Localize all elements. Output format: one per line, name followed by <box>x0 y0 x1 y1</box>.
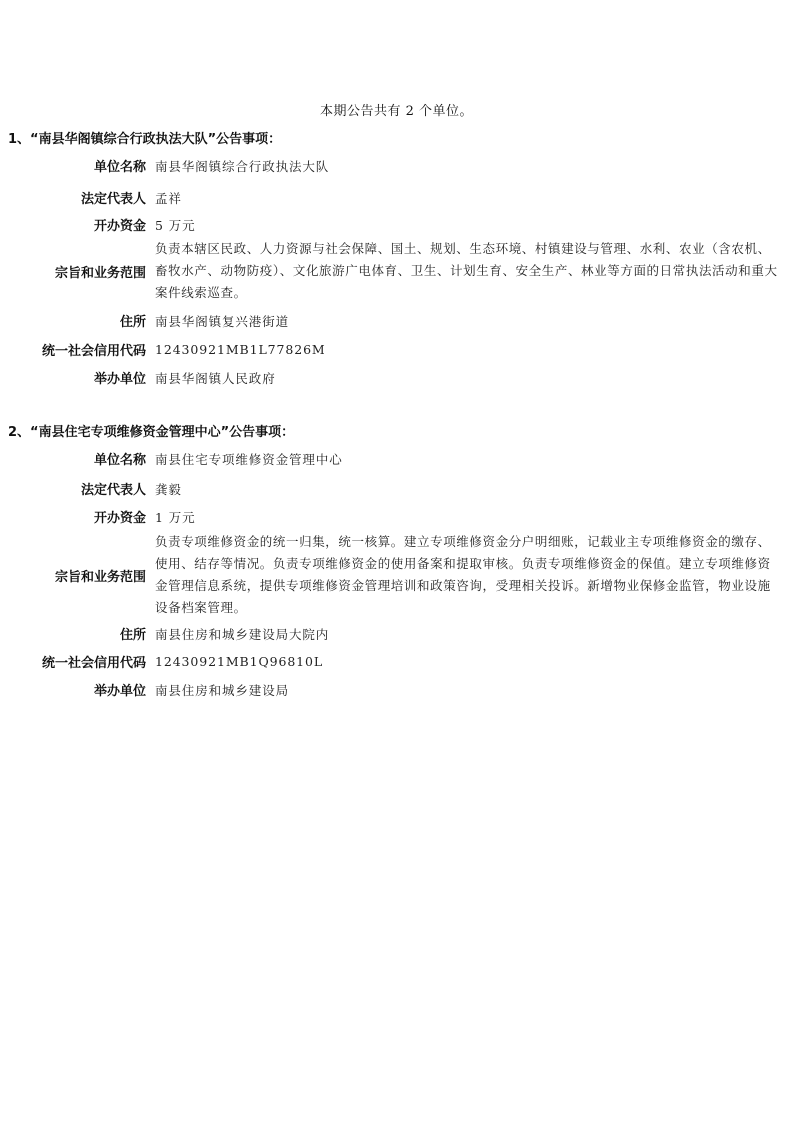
field-value: 南县华阁镇综合行政执法大队 <box>155 158 330 174</box>
field-label: 法定代表人 <box>80 192 146 207</box>
unit-heading: 1、“南县华阁镇综合行政执法大队”公告事项： <box>8 132 282 147</box>
field-value: 龚毅 <box>155 481 182 497</box>
field-value: 南县住宅专项维修资金管理中心 <box>155 451 343 467</box>
field-label: 住所 <box>119 628 146 643</box>
field-row-unit-name <box>0 449 793 468</box>
field-label: 统一社会信用代码 <box>41 656 146 671</box>
field-row-funding <box>0 507 793 526</box>
field-value: 5 万元 <box>155 217 196 233</box>
field-row-legal-rep <box>0 188 793 207</box>
field-label: 举办单位 <box>93 372 146 387</box>
field-value: 12430921MB1Q96810L <box>155 654 324 669</box>
field-value: 南县住房和城乡建设局 <box>155 682 290 698</box>
field-value: 南县华阁镇复兴港街道 <box>155 313 290 329</box>
field-row-address <box>0 311 793 330</box>
field-row-sponsor <box>0 368 793 387</box>
field-label: 宗旨和业务范围 <box>54 569 146 585</box>
field-row-scope <box>0 531 793 619</box>
field-label: 举办单位 <box>93 684 146 699</box>
field-label: 开办资金 <box>93 511 146 526</box>
field-label: 开办资金 <box>93 219 146 234</box>
field-label: 单位名称 <box>93 453 146 468</box>
field-value: 孟祥 <box>155 190 182 206</box>
field-row-unit-name <box>0 156 793 175</box>
field-row-sponsor <box>0 680 793 699</box>
field-value: 1 万元 <box>155 509 196 525</box>
field-row-legal-rep <box>0 479 793 498</box>
field-label: 统一社会信用代码 <box>41 344 146 359</box>
announcement-summary: 本期公告共有 2 个单位。 <box>319 104 474 119</box>
field-label: 单位名称 <box>93 160 146 175</box>
field-label: 宗旨和业务范围 <box>54 265 146 281</box>
field-value: 12430921MB1L77826M <box>155 342 326 357</box>
field-row-address <box>0 624 793 643</box>
field-value: 南县住房和城乡建设局大院内 <box>155 626 330 642</box>
field-row-credit-code <box>0 652 793 671</box>
field-label: 住所 <box>119 315 146 330</box>
field-row-scope <box>0 238 793 304</box>
field-label: 法定代表人 <box>80 483 146 498</box>
field-value: 负责本辖区民政、人力资源与社会保障、国土、规划、生态环境、村镇建设与管理、水利、农业（含农机、畜牧水产、动物防疫）、文化旅游广电体育、卫生、计划生育、安全生产、林业等方面的日常执法活动和重大案件线索巡查。 <box>155 241 778 300</box>
field-row-credit-code <box>0 340 793 359</box>
unit-heading: 2、“南县住宅专项维修资金管理中心”公告事项： <box>8 425 295 440</box>
field-value: 负责专项维修资金的统一归集，统一核算。建立专项维修资金分户明细账，记载业主专项维修资金的缴存、使用、结存等情况。负责专项维修资金的使用备案和提取审核。负责专项维修资金的保值。建立专项维修资金管理信息系统，提供专项维修资金管理培训和政策咨询，受理相关投诉。新增物业保修金监管，物业设施设备档案管理。 <box>155 534 771 615</box>
field-row-funding <box>0 215 793 234</box>
field-value: 南县华阁镇人民政府 <box>155 370 276 386</box>
